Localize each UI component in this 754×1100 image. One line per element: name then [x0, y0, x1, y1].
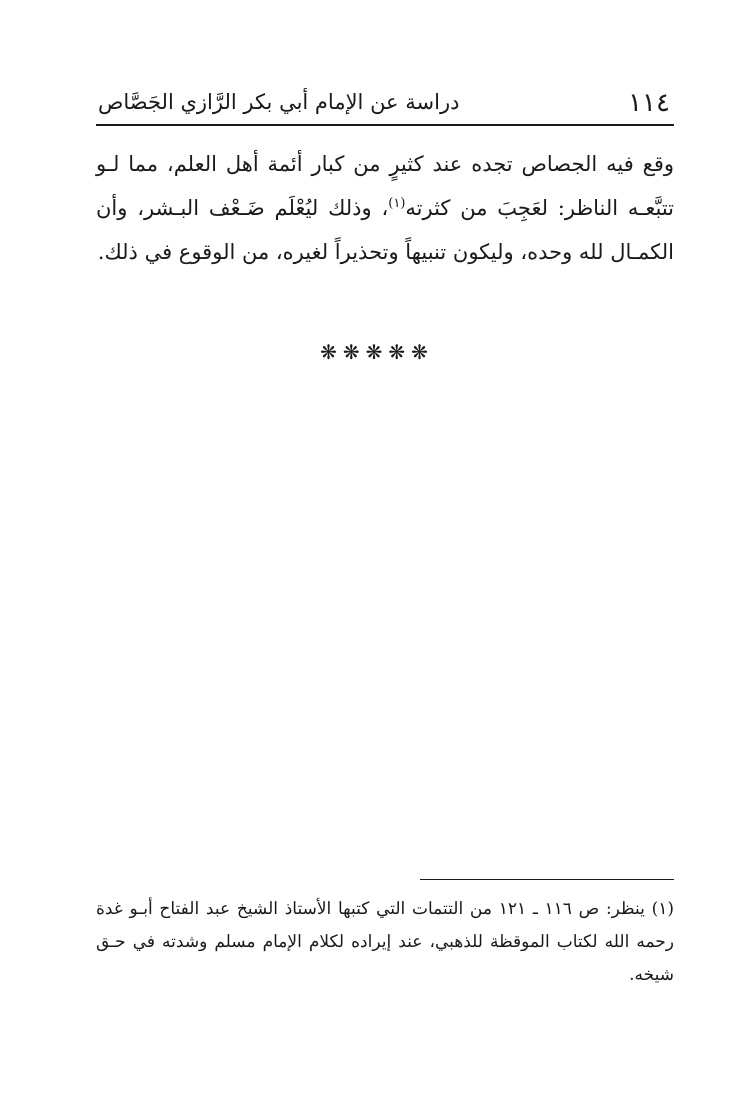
footnote-marker: (١) — [651, 899, 675, 919]
header-rule — [96, 124, 674, 126]
body-paragraph — [96, 142, 674, 274]
paragraph-text-start: وقع فيه الجصاص تجده عند كثيرٍ من كبار أئمة أهل العلم، مما لـو تتبَّعـه الناظر: لعَجِبَ من كثرته — [96, 152, 674, 220]
section-separator: ❋❋❋❋❋ — [320, 340, 434, 364]
running-title: دراسة عن الإمام أبي بكر الرَّازي الجَصَّاص — [98, 90, 460, 114]
footnote-text: ينظر: ص ١١٦ ـ ١٢١ من التتمات التي كتبها الأستاذ الشيخ عبد الفتاح أبـو غدة رحمه الله لكتاب الموقظة للذهبي، عند إيراده لكلام الإمام مسلم وشدته في حـق شيخه. — [96, 899, 674, 985]
paragraph-text-end: ، وذلك ليُعْلَم ضَـعْف البـشر، وأن الكمـال لله وحده، وليكون تنبيهاً وتحذيراً لغيره، من الوقوع في ذلك. — [96, 196, 674, 264]
footnote-paragraph — [96, 893, 674, 992]
footnote — [96, 893, 674, 992]
footnote-reference: (١) — [388, 196, 406, 211]
page-header — [96, 84, 672, 124]
page-number: ١١٤ — [628, 88, 670, 118]
paragraph — [96, 142, 674, 274]
footnote-rule — [420, 879, 674, 880]
